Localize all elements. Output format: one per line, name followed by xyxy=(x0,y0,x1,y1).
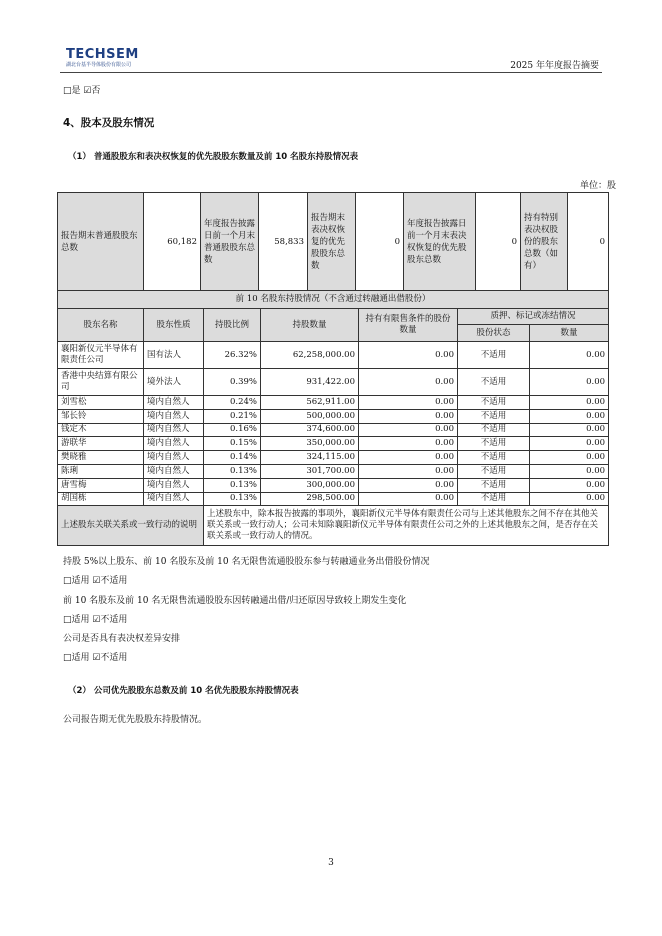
shareholder-pledge-count: 0.00 xyxy=(530,464,609,478)
shareholder-quantity: 298,500.00 xyxy=(261,492,359,506)
shareholder-status: 不适用 xyxy=(458,396,530,410)
shareholder-name: 唐雪梅 xyxy=(58,478,144,492)
shareholder-name: 刘雪松 xyxy=(58,396,144,410)
shareholder-status: 不适用 xyxy=(458,342,530,369)
shareholder-status: 不适用 xyxy=(458,464,530,478)
shareholder-pledge-count: 0.00 xyxy=(530,342,609,369)
table-row xyxy=(58,451,609,465)
shareholder-summary-table xyxy=(57,192,609,291)
shareholder-nature: 境内自然人 xyxy=(144,396,204,410)
col-header-restricted: 持有有限售条件的股份数量 xyxy=(359,309,458,342)
shareholder-pledge-count: 0.00 xyxy=(530,423,609,437)
subsection-title: （1） 普通股股东和表决权恢复的优先股股东数量及前 10 名股东持股情况表 xyxy=(68,152,359,162)
unit-label: 单位：股 xyxy=(579,181,616,191)
shareholder-name: 樊晓雅 xyxy=(58,451,144,465)
col-header-nature: 股东性质 xyxy=(144,309,204,342)
shareholder-quantity: 931,422.00 xyxy=(261,369,359,396)
shareholder-status: 不适用 xyxy=(458,492,530,506)
shareholder-ratio: 0.24% xyxy=(204,396,261,410)
shareholder-status: 不适用 xyxy=(458,409,530,423)
table-row xyxy=(58,396,609,410)
summary-label-3: 报告期末表决权恢复的优先股股东总数 xyxy=(308,193,356,291)
table-row xyxy=(58,437,609,451)
shareholder-quantity: 300,000.00 xyxy=(261,478,359,492)
table-row xyxy=(58,342,609,369)
company-logo xyxy=(66,48,139,68)
shareholder-pledge-count: 0.00 xyxy=(530,396,609,410)
logo-wordmark: TECHSEM xyxy=(66,47,139,62)
shareholder-restricted: 0.00 xyxy=(359,492,458,506)
shareholder-pledge-count: 0.00 xyxy=(530,451,609,465)
table-row xyxy=(58,464,609,478)
shareholder-restricted: 0.00 xyxy=(359,409,458,423)
no-preferred-shares-text: 公司报告期无优先股股东持股情况。 xyxy=(63,715,208,725)
shareholder-status: 不适用 xyxy=(458,369,530,396)
summary-value-1: 60,182 xyxy=(144,193,201,291)
page-number: 3 xyxy=(328,858,334,868)
table-row xyxy=(58,492,609,506)
shareholder-quantity: 301,700.00 xyxy=(261,464,359,478)
summary-label-1: 报告期末普通股股东总数 xyxy=(58,193,144,291)
table-row xyxy=(58,409,609,423)
shareholder-name: 邹长铃 xyxy=(58,409,144,423)
shareholder-ratio: 0.21% xyxy=(204,409,261,423)
shareholder-quantity: 350,000.00 xyxy=(261,437,359,451)
col-header-status: 股份状态 xyxy=(458,325,530,342)
col-header-quantity: 持股数量 xyxy=(261,309,359,342)
shareholder-quantity: 374,600.00 xyxy=(261,423,359,437)
shareholder-pledge-count: 0.00 xyxy=(530,437,609,451)
shareholder-name: 钱定木 xyxy=(58,423,144,437)
shareholder-name: 胡国栋 xyxy=(58,492,144,506)
shareholder-status: 不适用 xyxy=(458,478,530,492)
shareholder-nature: 国有法人 xyxy=(144,342,204,369)
shareholder-restricted: 0.00 xyxy=(359,437,458,451)
table-row xyxy=(58,369,609,396)
note-line: □适用 ☑不适用 xyxy=(63,576,128,586)
shareholder-status: 不适用 xyxy=(458,423,530,437)
header-divider xyxy=(60,72,602,73)
col-header-pledge: 质押、标记或冻结情况 xyxy=(458,309,609,325)
note-line: 持股 5%以上股东、前 10 名股东及前 10 名无限售流通股股东参与转融通业务出借股份情况 xyxy=(63,557,430,567)
shareholder-nature: 境内自然人 xyxy=(144,409,204,423)
shareholder-ratio: 0.13% xyxy=(204,492,261,506)
note-line: 前 10 名股东及前 10 名无限售流通股股东因转融通出借/归还原因导致较上期发生变化 xyxy=(63,596,407,606)
shareholder-pledge-count: 0.00 xyxy=(530,369,609,396)
shareholder-restricted: 0.00 xyxy=(359,423,458,437)
summary-value-3: 0 xyxy=(356,193,404,291)
subsection-title-2: （2） 公司优先股股东总数及前 10 名优先股股东持股情况表 xyxy=(68,686,299,696)
shareholder-quantity: 500,000.00 xyxy=(261,409,359,423)
table-row xyxy=(58,478,609,492)
shareholder-pledge-count: 0.00 xyxy=(530,409,609,423)
shareholder-pledge-count: 0.00 xyxy=(530,478,609,492)
top10-title: 前 10 名股东持股情况（不含通过转融通出借股份） xyxy=(58,291,609,309)
col-header-count: 数量 xyxy=(530,325,609,342)
shareholder-name: 游联华 xyxy=(58,437,144,451)
shareholder-name: 香港中央结算有限公司 xyxy=(58,369,144,396)
shareholder-status: 不适用 xyxy=(458,451,530,465)
col-header-ratio: 持股比例 xyxy=(204,309,261,342)
shareholder-status: 不适用 xyxy=(458,437,530,451)
note-line: 公司是否具有表决权差异安排 xyxy=(63,634,181,644)
shareholder-ratio: 0.13% xyxy=(204,478,261,492)
top10-shareholders-table xyxy=(57,290,609,546)
shareholder-restricted: 0.00 xyxy=(359,342,458,369)
shareholder-restricted: 0.00 xyxy=(359,369,458,396)
shareholder-quantity: 562,911.00 xyxy=(261,396,359,410)
summary-value-4: 0 xyxy=(476,193,521,291)
summary-value-5: 0 xyxy=(568,193,609,291)
shareholder-name: 襄阳新仪元半导体有限责任公司 xyxy=(58,342,144,369)
related-parties-text: 上述股东中，除本报告披露的事项外，襄阳新仪元半导体有限责任公司与上述其他股东之间不存在其他关联关系或一致行动人；公司未知除襄阳新仪元半导体有限责任公司之外的上述其他股东之间，是否存在关联关系或一致行动人的情况。 xyxy=(204,506,609,546)
logo-subtext: 湖北台基半导体股份有限公司 xyxy=(66,62,132,68)
shareholder-name: 陈琍 xyxy=(58,464,144,478)
shareholder-ratio: 0.14% xyxy=(204,451,261,465)
shareholder-restricted: 0.00 xyxy=(359,478,458,492)
shareholder-ratio: 0.15% xyxy=(204,437,261,451)
shareholder-quantity: 324,115.00 xyxy=(261,451,359,465)
col-header-name: 股东名称 xyxy=(58,309,144,342)
shareholder-ratio: 0.13% xyxy=(204,464,261,478)
option-line: □是 ☑否 xyxy=(63,86,101,96)
shareholder-nature: 境内自然人 xyxy=(144,437,204,451)
shareholder-ratio: 0.39% xyxy=(204,369,261,396)
shareholder-quantity: 62,258,000.00 xyxy=(261,342,359,369)
summary-label-2: 年度报告披露日前一个月末普通股股东总数 xyxy=(201,193,259,291)
shareholder-nature: 境内自然人 xyxy=(144,464,204,478)
shareholder-restricted: 0.00 xyxy=(359,451,458,465)
shareholder-ratio: 26.32% xyxy=(204,342,261,369)
shareholder-nature: 境内自然人 xyxy=(144,492,204,506)
note-line: □适用 ☑不适用 xyxy=(63,653,128,663)
section-title: 4、股本及股东情况 xyxy=(63,117,155,129)
shareholder-nature: 境内自然人 xyxy=(144,478,204,492)
summary-label-4: 年度报告披露日前一个月末表决权恢复的优先股股东总数 xyxy=(404,193,476,291)
table-row xyxy=(58,423,609,437)
shareholder-nature: 境外法人 xyxy=(144,369,204,396)
shareholder-pledge-count: 0.00 xyxy=(530,492,609,506)
shareholder-nature: 境内自然人 xyxy=(144,423,204,437)
related-parties-label: 上述股东关联关系或一致行动的说明 xyxy=(58,506,204,546)
summary-label-5: 持有特别表决权股份的股东总数（如有） xyxy=(521,193,568,291)
shareholder-restricted: 0.00 xyxy=(359,464,458,478)
shareholder-restricted: 0.00 xyxy=(359,396,458,410)
report-title: 2025 年年度报告摘要 xyxy=(510,61,599,71)
shareholder-ratio: 0.16% xyxy=(204,423,261,437)
shareholder-nature: 境内自然人 xyxy=(144,451,204,465)
summary-value-2: 58,833 xyxy=(259,193,308,291)
note-line: □适用 ☑不适用 xyxy=(63,615,128,625)
